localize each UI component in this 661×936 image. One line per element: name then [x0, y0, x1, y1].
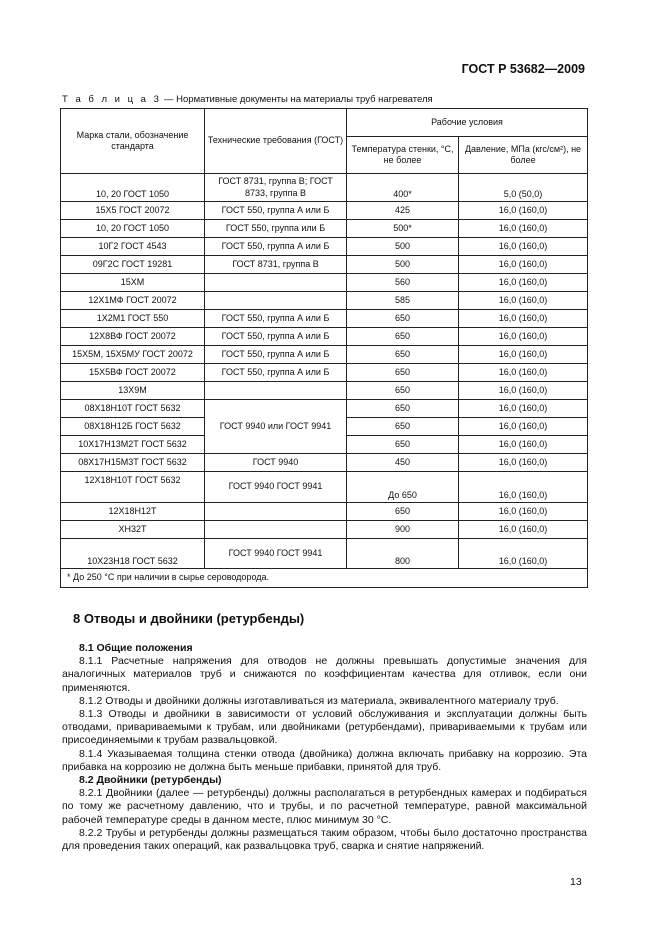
- cell-steel: 12Х18Н12Т: [61, 503, 205, 521]
- cell-pressure: 5,0 (50,0): [459, 174, 588, 202]
- cell-pressure: 16,0 (160,0): [459, 539, 588, 569]
- table-row: [61, 174, 588, 202]
- cell-tech: ГОСТ 550, группа А или Б: [205, 328, 347, 346]
- cell-steel: 08Х18Н12Б ГОСТ 5632: [61, 418, 205, 436]
- cell-temp: 400*: [347, 174, 459, 202]
- cell-pressure: 16,0 (160,0): [459, 382, 588, 400]
- cell-steel: 15Х5М, 15Х5МУ ГОСТ 20072: [61, 346, 205, 364]
- cell-steel: 12Х1МФ ГОСТ 20072: [61, 292, 205, 310]
- cell-tech: ГОСТ 550, группа или Б: [205, 220, 347, 238]
- cell-tech: ГОСТ 550, группа А или Б: [205, 346, 347, 364]
- table-row: [61, 292, 588, 310]
- cell-pressure: 16,0 (160,0): [459, 436, 588, 454]
- header-steel-grade: Марка стали, обозначение стандарта: [61, 109, 205, 174]
- table-row: [61, 364, 588, 382]
- cell-pressure: 16,0 (160,0): [459, 346, 588, 364]
- cell-steel: 13Х9М: [61, 382, 205, 400]
- document-header: ГОСТ Р 53682—2009: [461, 62, 585, 76]
- materials-table: [60, 108, 588, 588]
- paragraph-8-1-1: 8.1.1 Расчетные напряжения для отводов не должны превышать допустимые значения для аналогичных материалов труб и снижаются по коэффициентам качества для отливок, если они применяются.: [62, 655, 587, 694]
- cell-temp: 450: [347, 454, 459, 472]
- header-tech-requirements: Технические требования (ГОСТ): [205, 109, 347, 174]
- table-row: [61, 346, 588, 364]
- table-row: [61, 454, 588, 472]
- table-row: [61, 202, 588, 220]
- cell-temp: 500: [347, 238, 459, 256]
- cell-steel: 09Г2С ГОСТ 19281: [61, 256, 205, 274]
- cell-temp: До 650: [347, 472, 459, 503]
- cell-tech: ГОСТ 8731, группа В: [205, 256, 347, 274]
- cell-steel: ХН32Т: [61, 521, 205, 539]
- cell-steel: 12Х18Н10Т ГОСТ 5632: [61, 472, 205, 503]
- cell-temp: 500: [347, 256, 459, 274]
- table-row: [61, 382, 588, 400]
- table-caption-label: Т а б л и ц а 3: [62, 94, 162, 105]
- cell-pressure: 16,0 (160,0): [459, 310, 588, 328]
- cell-pressure: 16,0 (160,0): [459, 418, 588, 436]
- table-row: [61, 472, 588, 503]
- cell-temp: 650: [347, 503, 459, 521]
- cell-pressure: 16,0 (160,0): [459, 400, 588, 418]
- table-caption-text: — Нормативные документы на материалы труб нагревателя: [164, 94, 433, 105]
- cell-temp: 560: [347, 274, 459, 292]
- cell-steel: 08Х18Н10Т ГОСТ 5632: [61, 400, 205, 418]
- cell-steel: 15Х5ВФ ГОСТ 20072: [61, 364, 205, 382]
- cell-steel: 10, 20 ГОСТ 1050: [61, 174, 205, 202]
- cell-pressure: 16,0 (160,0): [459, 364, 588, 382]
- cell-tech: [205, 521, 347, 539]
- cell-temp: 800: [347, 539, 459, 569]
- cell-temp: 650: [347, 364, 459, 382]
- section-title: 8 Отводы и двойники (ретурбенды): [73, 611, 305, 626]
- cell-temp: 650: [347, 346, 459, 364]
- header-pressure: Давление, МПа (кгс/см²), не более: [459, 137, 588, 174]
- table-row: [61, 220, 588, 238]
- cell-pressure: 16,0 (160,0): [459, 292, 588, 310]
- paragraph-8-1-4: 8.1.4 Указываемая толщина стенки отвода (двойника) должна включать прибавку на коррозию. Эта прибавка на коррозию не должна быть меньше прибавки, принятой для труб.: [62, 747, 587, 773]
- table-row: [61, 503, 588, 521]
- table-row: [61, 274, 588, 292]
- cell-steel: 1Х2М1 ГОСТ 550: [61, 310, 205, 328]
- paragraph-8-2-1: 8.2.1 Двойники (далее — ретурбенды) должны располагаться в ретурбендных камерах и подбираться по тому же расчетному давлению, что и трубы, и по расчетной температуре, равной максимальной рабочей температуре среды в данном месте, плюс минимум 30 °С.: [62, 787, 587, 826]
- cell-temp: 585: [347, 292, 459, 310]
- cell-tech: ГОСТ 9940 ГОСТ 9941: [205, 472, 347, 503]
- table-row: [61, 521, 588, 539]
- cell-steel: 12Х8ВФ ГОСТ 20072: [61, 328, 205, 346]
- cell-steel: 15Х5 ГОСТ 20072: [61, 202, 205, 220]
- cell-temp: 500*: [347, 220, 459, 238]
- cell-tech: ГОСТ 550, группа А или Б: [205, 238, 347, 256]
- cell-steel: 10Г2 ГОСТ 4543: [61, 238, 205, 256]
- cell-pressure: 16,0 (160,0): [459, 202, 588, 220]
- cell-temp: 650: [347, 310, 459, 328]
- cell-steel: 10Х17Н13М2Т ГОСТ 5632: [61, 436, 205, 454]
- cell-tech: [205, 503, 347, 521]
- cell-pressure: 16,0 (160,0): [459, 274, 588, 292]
- table-caption: [62, 94, 433, 105]
- table-row: [61, 256, 588, 274]
- cell-pressure: 16,0 (160,0): [459, 521, 588, 539]
- paragraph-8-1-2: 8.1.2 Отводы и двойники должны изготавливаться из материала, эквивалентного материалу труб.: [79, 694, 559, 707]
- table-row: [61, 328, 588, 346]
- table-row: [61, 539, 588, 569]
- cell-tech: ГОСТ 550, группа А или Б: [205, 310, 347, 328]
- cell-steel: 10, 20 ГОСТ 1050: [61, 220, 205, 238]
- header-wall-temperature: Температура стенки, °С, не более: [347, 137, 459, 174]
- cell-tech: [205, 274, 347, 292]
- cell-temp: 900: [347, 521, 459, 539]
- cell-tech: ГОСТ 9940: [205, 454, 347, 472]
- page-number: 13: [570, 876, 582, 888]
- cell-pressure: 16,0 (160,0): [459, 256, 588, 274]
- cell-tech: [205, 292, 347, 310]
- cell-steel: 15ХМ: [61, 274, 205, 292]
- body-text: [62, 642, 587, 853]
- header-working-conditions: Рабочие условия: [347, 109, 588, 137]
- cell-steel: 08Х17Н15М3Т ГОСТ 5632: [61, 454, 205, 472]
- subsection-title-8-2: 8.2 Двойники (ретурбенды): [79, 774, 222, 787]
- cell-temp: 650: [347, 436, 459, 454]
- cell-tech: ГОСТ 550, группа А или Б: [205, 202, 347, 220]
- cell-tech-merged: ГОСТ 9940 или ГОСТ 9941: [205, 400, 347, 454]
- cell-temp: 425: [347, 202, 459, 220]
- table-row: [61, 310, 588, 328]
- cell-tech: [205, 382, 347, 400]
- cell-pressure: 16,0 (160,0): [459, 238, 588, 256]
- paragraph-8-2-2: 8.2.2 Трубы и ретурбенды должны размещаться таким образом, чтобы было достаточно пространства для проведения таких операций, как развальцовка труб, сварка и снятие напряжений.: [62, 826, 587, 853]
- cell-temp: 650: [347, 400, 459, 418]
- subsection-title-8-1: 8.1 Общие положения: [79, 642, 193, 654]
- cell-temp: 650: [347, 418, 459, 436]
- cell-tech: ГОСТ 550, группа А или Б: [205, 364, 347, 382]
- table-footnote-row: [61, 569, 588, 588]
- table-row: [61, 400, 588, 418]
- cell-pressure: 16,0 (160,0): [459, 503, 588, 521]
- cell-pressure: 16,0 (160,0): [459, 220, 588, 238]
- table-footnote: * До 250 °С при наличии в сырье сероводорода.: [61, 569, 588, 588]
- cell-temp: 650: [347, 382, 459, 400]
- cell-steel: 10Х23Н18 ГОСТ 5632: [61, 539, 205, 569]
- cell-pressure: 16,0 (160,0): [459, 328, 588, 346]
- cell-tech: ГОСТ 9940 ГОСТ 9941: [205, 539, 347, 569]
- paragraph-8-1-3: 8.1.3 Отводы и двойники в зависимости от условий обслуживания и эксплуатации должны быть отводами, привариваемыми к трубам, или двойниками (ретурбендами), привариваемыми к трубам или присоединяемыми к трубам развальцовкой.: [62, 708, 587, 747]
- cell-pressure: 16,0 (160,0): [459, 472, 588, 503]
- cell-pressure: 16,0 (160,0): [459, 454, 588, 472]
- cell-tech: ГОСТ 8731, группа В; ГОСТ 8733, группа В: [205, 174, 347, 202]
- table-row: [61, 238, 588, 256]
- cell-temp: 650: [347, 328, 459, 346]
